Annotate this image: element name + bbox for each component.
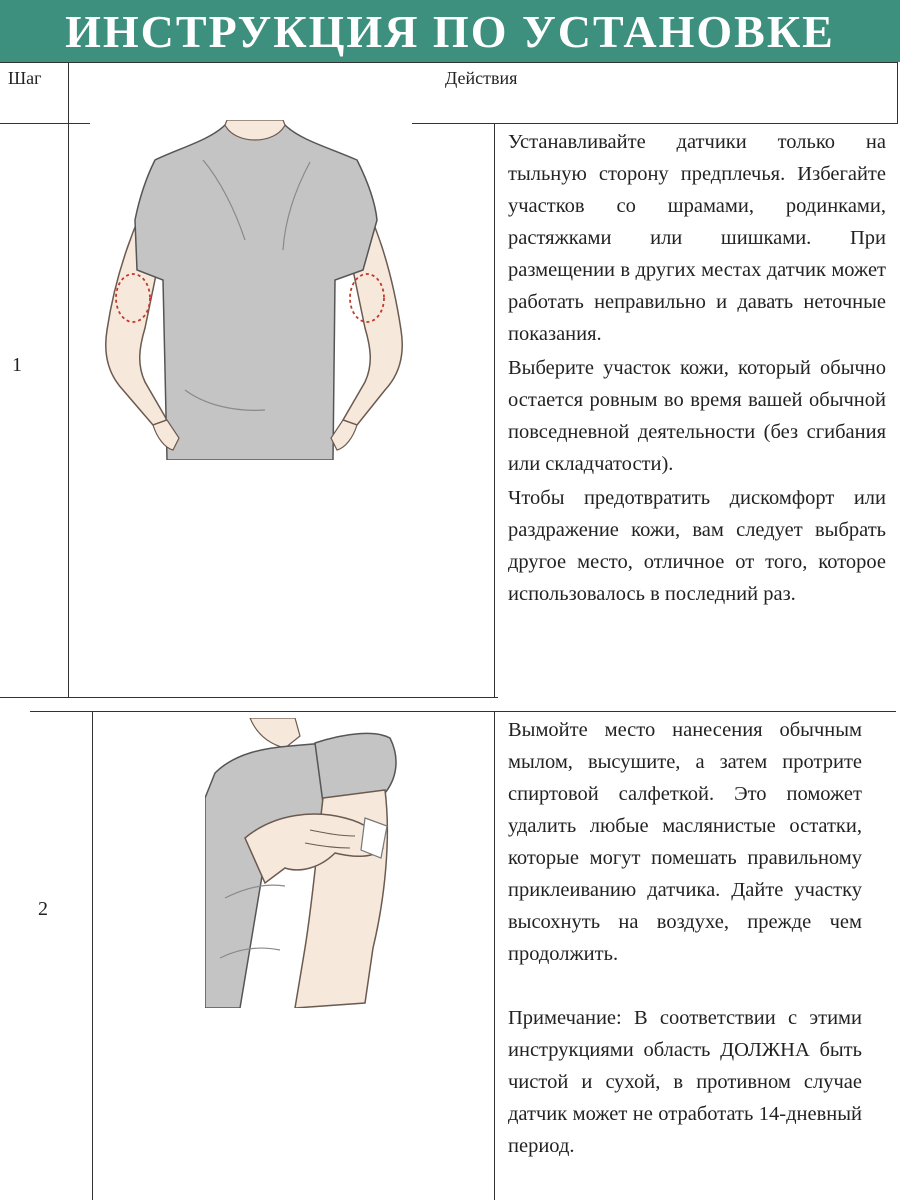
step-number-1: 1 [12,354,22,376]
step2-note: Примечание: В соответствии с этими инструкциями область ДОЛЖНА быть чистой и сухой, в противном случае датчик может не отработать 14-дневный период. [508,1007,862,1157]
header-separator-left [0,123,90,124]
step-column-divider [68,62,69,698]
table-right-border [897,62,898,123]
step1-paragraph: Выберите участок кожи, который обычно остается ровным во время вашей обычной повседневной деятельности (без сгибания или складчатости). [508,357,886,475]
step-number-2: 2 [38,898,48,920]
step1-instructions [508,126,886,612]
row1-text-divider [494,123,495,698]
right-hand [331,420,357,450]
header-step: Шаг [8,68,42,88]
title-banner [0,0,900,62]
back-view-illustration [95,120,415,460]
step1-paragraph: Устанавливайте датчики только на тыльную сторону предплечья. Избегайте участков со шрамами, родинками, растяжками или шишками. При размещении в других местах датчик может работать неправильно и давать неточные показания. [508,131,886,345]
row1-bottom-border [0,697,498,698]
row2-text-divider [494,711,495,1200]
table-top-border [0,62,898,63]
neck [250,718,300,748]
row2-top-border [30,711,896,712]
step2-paragraph: Вымойте место нанесения обычным мылом, высушите, а затем протрите спиртовой салфеткой. Это поможет удалить любые маслянистые остатки, которые могут помешать правильному приклеиванию датчика. Дайте участку высохнуть на воздухе, прежде чем продолжить. [508,719,862,965]
step1-paragraph: Чтобы предотвратить дискомфорт или раздражение кожи, вам следует выбрать другое место, отличное от того, которое использовалось в последний раз. [508,487,886,605]
row2-step-divider [92,711,93,1200]
wiping-arm-illustration [205,718,415,1008]
page-title: ИНСТРУКЦИЯ ПО УСТАНОВКЕ [65,5,835,57]
header-separator-right [412,123,898,124]
header-actions: Действия [445,68,518,88]
step2-instructions [508,714,862,1162]
